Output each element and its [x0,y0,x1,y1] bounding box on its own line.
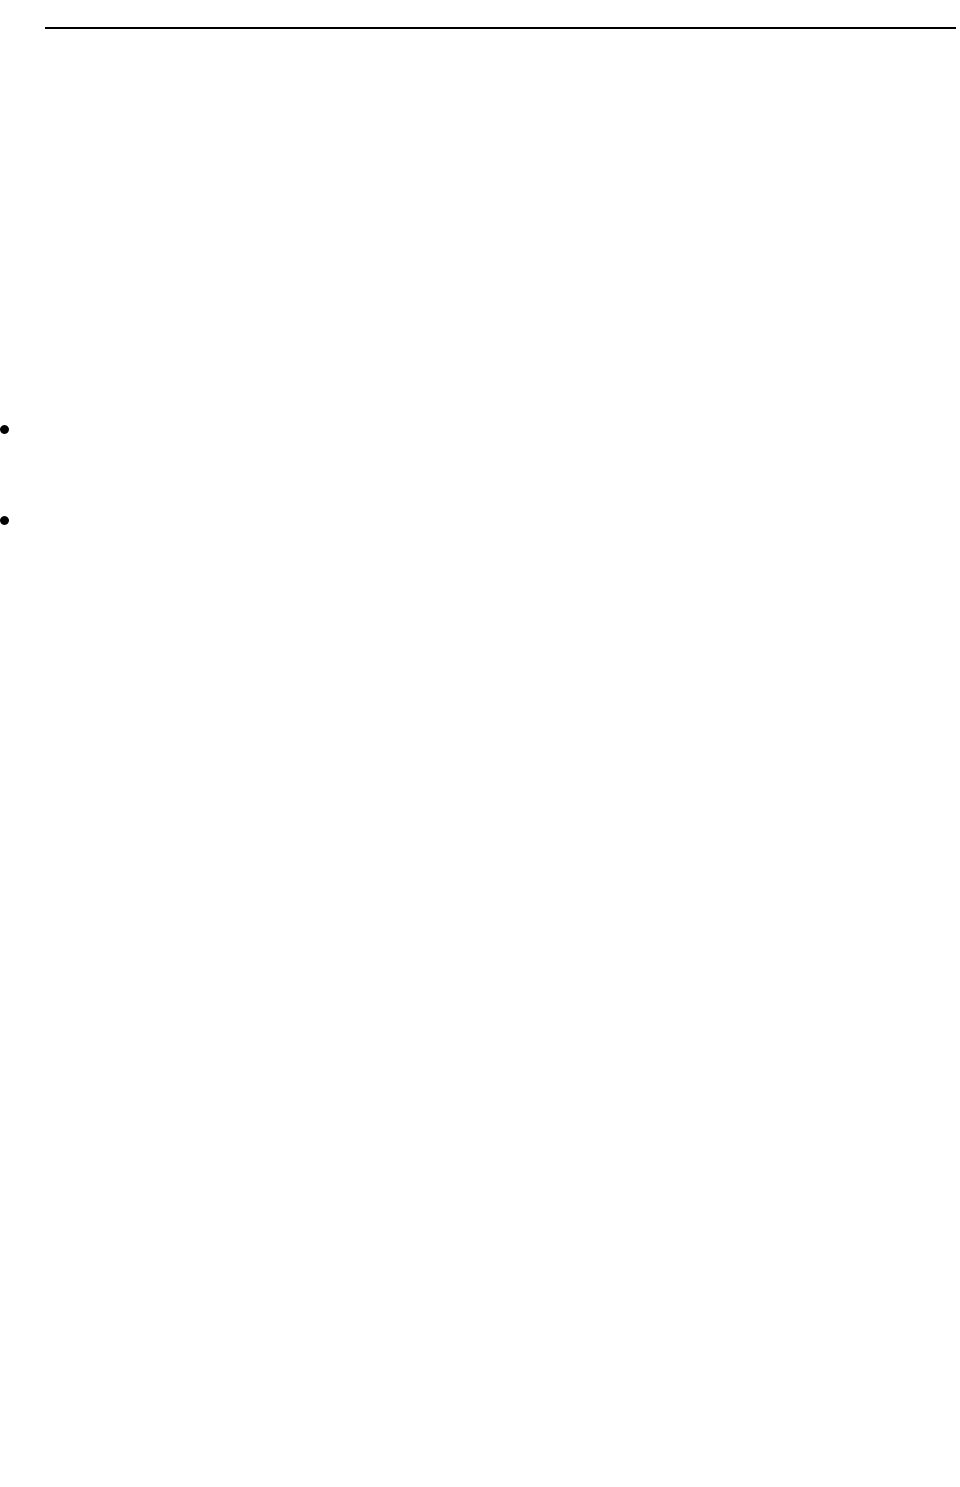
schedule-table [45,27,956,29]
table-header-row [46,28,956,29]
header-levelezo [349,28,652,29]
bullet-icon [0,516,9,525]
header-leiras [652,28,955,29]
header-nappali [46,28,349,29]
bullet-icon [0,425,9,434]
